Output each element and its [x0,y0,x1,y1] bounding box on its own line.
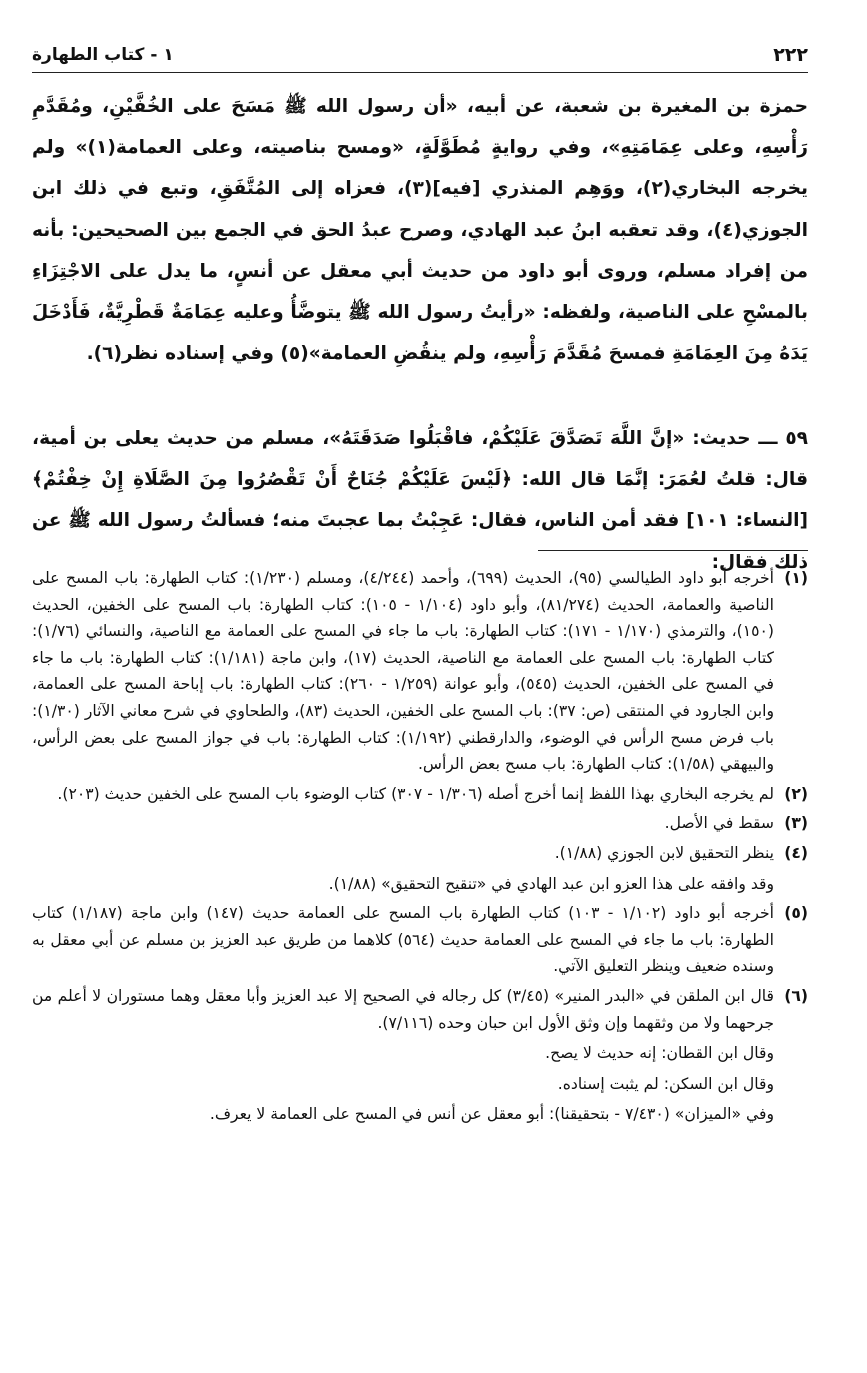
main-text [32,86,808,374]
hadith-number: ٥٩ [785,428,809,449]
hadith-block [32,418,808,583]
body-paragraph: حمزة بن المغيرة بن شعبة، عن أبيه، «أن رسول الله ﷺ مَسَحَ على الخُفَّيْنِ، ومُقَدَّمِ رَأْسِهِ، وعلى عِمَامَتِهِ»، وفي روايةٍ مُطَوَّلَةٍ، «ومسح بناصيته، وعلى العمامة(١)» ولم يخرجه البخاري(٢)، ووَهِم المنذري [فيه](٣)، فعزاه إلى المُتَّفَقِ، وتبع في ذلك ابن الجوزي(٤)، وقد تعقبه ابنُ عبد الهادي، وصرح عبدُ الحق في الجمع بين الصحيحين: بأنه من إفراد مسلم، وروى أبو داود من حديث أبي معقل عن أنسٍ، ما يدل على الاجْتِزَاءِ بالمسْحِ على الناصية، ولفظه: «رأيتُ رسول الله ﷺ يتوضَّأُ وعليه عِمَامَةٌ قَطْرِيَّةٌ، فَأَدْخَلَ يَدَهُ مِنَ العِمَامَةِ فمسحَ مُقَدَّمَ رَأْسِهِ، ولم ينقُضِ العمامة»(٥) وفي إسناده نظر(٦). [32,96,809,365]
footnote-text: أخرجه أبو داود الطيالسي (٩٥)، الحديث (٦٩٩)، وأحمد (٤/٢٤٤)، ومسلم (١/٢٣٠): كتاب الطهارة: باب المسح على الناصية والعمامة، الحديث (٨١/٢٧٤)، وأبو داود (١/١٠٤ - ١٠٥): كتاب الطهارة: باب المسح على الخفين، الحديث (١٥٠)، والترمذي (١/١٧٠ - ١٧١): كتاب الطهارة: باب ما جاء في المسح على العمامة مع الناصية، والنسائي (١/٧٦): كتاب الطهارة: باب المسح على العمامة مع الناصية، الحديث (١٧)، وابن ماجة (١/١٨١): كتاب الطهارة: باب ما جاء في المسح على الخفين، الحديث (٥٤٥)، وأبو عوانة (١/٢٥٩ - ٢٦٠): كتاب الطهارة: باب إباحة المسح على العمامة، وابن الجارود في المنتقى (ص: ٣٧): باب المسح على الخفين، الحديث (٨٣)، والطحاوي في شرح معاني الآثار (١/٣٠): باب فرض مسح الرأس في الوضوء، والدارقطني (١/١٩٢): كتاب الطهارة: باب في جواز المسح على بعض الرأس، والبيهقي (١/٥٨): كتاب الطهارة: باب مسح بعض الرأس. [32,569,775,774]
footnote-6 [32,983,808,1128]
hadith-paragraph [32,418,808,583]
hadith-label: ـــ حديث: [692,428,778,449]
footnote-text: وقال ابن القطان: إنه حديث لا يصح. [545,1044,774,1063]
footnote-3 [32,810,808,837]
footnote-4 [32,840,808,897]
hadith-text: «إنَّ اللَّهَ تَصَدَّقَ عَلَيْكُمْ، فاقْبَلُوا صَدَقَتَهُ»، مسلم من حديث يعلى بن أمية، قال: قلتُ لعُمَرَ: إنَّمَا قال الله: ﴿لَيْسَ عَلَيْكُمْ جُنَاحٌ أَنْ تَقْصُرُوا مِنَ الصَّلَاةِ إِنْ خِفْتُمْ﴾ [النساء: ١٠١] فقد أمن الناس، فقال: عَجِبْتُ بما عجبتَ منه؛ فسألتُ رسول الله ﷺ عن ذلك فقال: [32,428,808,573]
footnote-mark: (٥) [784,904,808,923]
page-number: ٢٢٢ [773,44,808,66]
footnote-5 [32,900,808,980]
footnote-text: وقد وافقه على هذا العزو ابن عبد الهادي في «تنقيح التحقيق» (١/٨٨). [328,874,774,893]
footnote-mark: (٢) [784,784,808,803]
footnote-text: وفي «الميزان» (٧/٤٣٠ - بتحقيقنا): أبو معقل عن أنس في المسح على العمامة لا يعرف. [209,1105,774,1124]
footnote-mark: (٤) [784,843,808,862]
page-header [32,44,808,73]
footnote-2 [32,781,808,808]
footnote-mark: (٣) [784,814,808,833]
footnote-text: أخرجه أبو داود (١/١٠٢ - ١٠٣) كتاب الطهارة باب المسح على العمامة حديث (١٤٧) وابن ماجة (١/١٨٧) كتاب الطهارة: باب ما جاء في المسح على العمامة حديث (٥٦٤) كلاهما من طريق عبد العزيز بن مسلم عن أبي معقل به وسنده ضعيف وينظر التعليق الآتي. [32,904,774,976]
footnote-1 [32,565,808,778]
footnote-mark: (٦) [784,986,808,1005]
footnote-text: قال ابن الملقن في «البدر المنير» (٣/٤٥) كل رجاله في الصحيح إلا عبد العزيز وأبا معقل وهما مستوران لا أعلم من جرحهما ولا من وثقهما وإن وثق الأول ابن حبان وحده (٧/١١٦). [32,986,774,1032]
footnote-mark: (١) [784,569,808,587]
footnote-text: لم يخرجه البخاري بهذا اللفظ إنما أخرج أصله (١/٣٠٦ - ٣٠٧) كتاب الوضوء باب المسح على الخفين حديث (٢٠٣). [57,784,774,803]
footnotes [32,565,808,1131]
footnote-text: سقط في الأصل. [664,814,774,833]
footnote-text: وقال ابن السكن: لم يثبت إسناده. [557,1074,774,1093]
footnote-divider [538,550,808,551]
chapter-title: ١ - كتاب الطهارة [32,45,174,65]
footnote-text: ينظر التحقيق لابن الجوزي (١/٨٨). [554,843,774,862]
